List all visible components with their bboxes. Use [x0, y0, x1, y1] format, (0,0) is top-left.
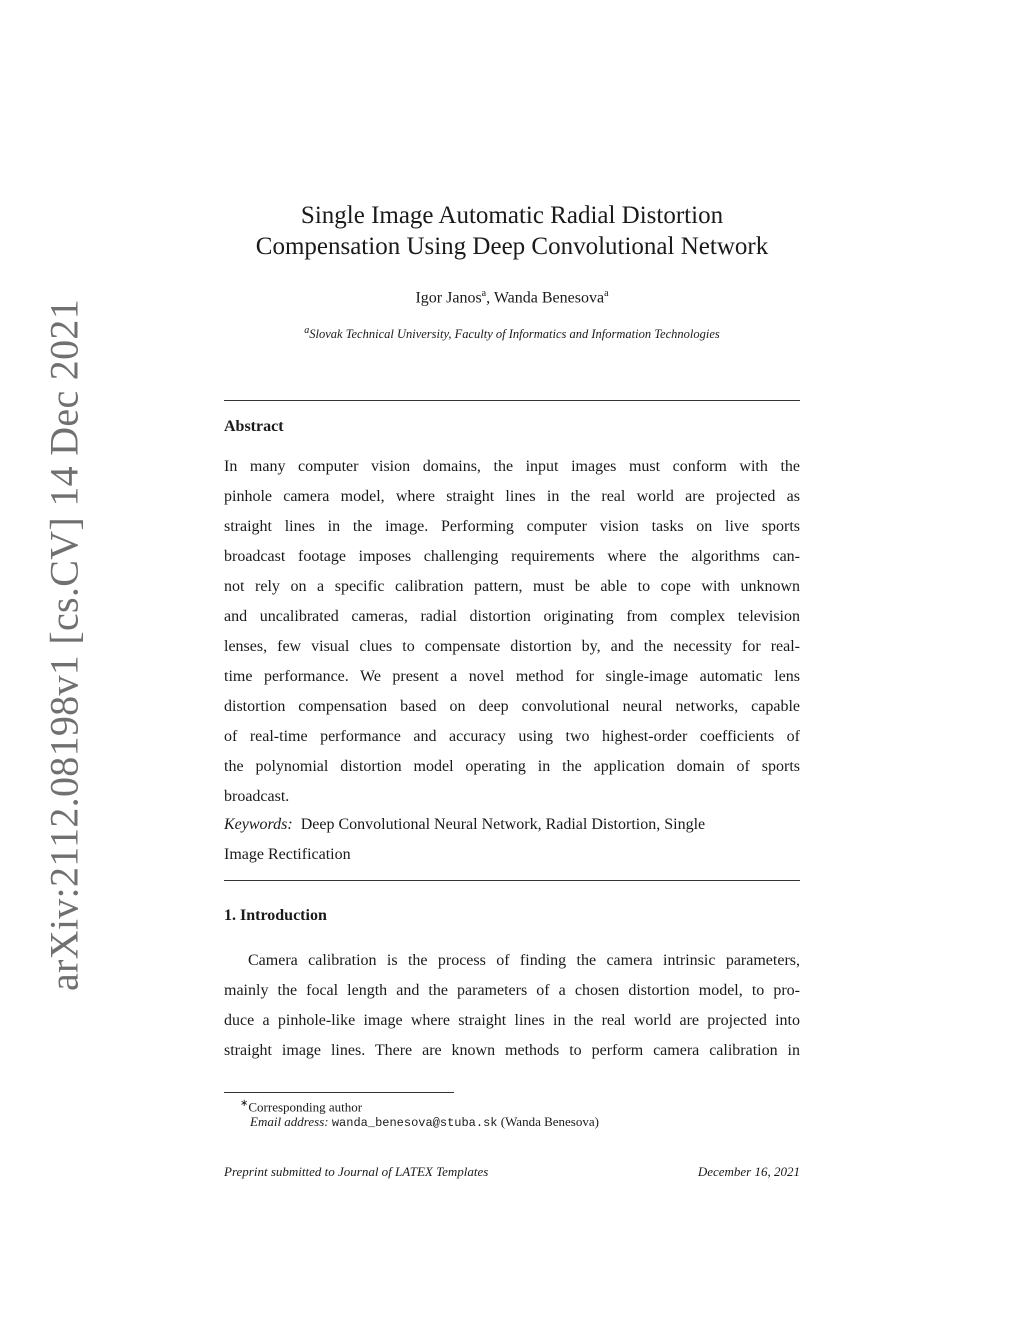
affiliation-text: Slovak Technical University, Faculty of Informatics and Information Technologies — [309, 327, 720, 342]
abstract-bottom-rule — [224, 880, 800, 881]
abstract-line: straight lines in the image. Performing computer vision tasks on live sports — [224, 518, 800, 535]
footnote-corresponding — [240, 1098, 362, 1115]
abstract-line: of real-time performance and accuracy using two highest-order coefficients of — [224, 728, 800, 745]
introduction-line: mainly the focal length and the parameters of a chosen distortion model, to pro- — [224, 982, 800, 999]
introduction-line: Camera calibration is the process of finding the camera intrinsic parameters, — [248, 952, 800, 969]
abstract-line: In many computer vision domains, the input images must conform with the — [224, 458, 800, 475]
author-separator: , — [486, 289, 494, 307]
introduction-line: duce a pinhole-like image where straight lines in the real world are projected into — [224, 1012, 800, 1029]
abstract-line: not rely on a specific calibration pattern, must be able to cope with unknown — [224, 578, 800, 595]
abstract-line: time performance. We present a novel method for single-image automatic lens — [224, 668, 800, 685]
title-line-2: Compensation Using Deep Convolutional Network — [255, 233, 769, 260]
email-label: Email address: — [250, 1114, 329, 1129]
footnote-email — [250, 1114, 599, 1130]
footnote-mark: ∗ — [240, 1098, 249, 1109]
introduction-body — [224, 946, 800, 1066]
footnote-corresponding-text: Corresponding author — [248, 1099, 363, 1115]
email-owner: (Wanda Benesova) — [500, 1114, 599, 1129]
introduction-heading: 1. Introduction — [224, 907, 327, 924]
affiliation — [170, 325, 854, 342]
author-list — [170, 288, 854, 307]
abstract-top-rule — [224, 400, 800, 401]
affiliation-mark: a — [304, 325, 310, 336]
author-name: Igor Janos — [415, 289, 482, 307]
footnote-rule — [224, 1092, 454, 1093]
keywords-label: Keywords: — [224, 816, 293, 833]
email-address[interactable]: wanda_benesova@stuba.sk — [331, 1116, 498, 1130]
author-name: Wanda Benesova — [493, 289, 605, 307]
abstract-line: broadcast. — [224, 788, 290, 805]
keywords-line-2: Image Rectification — [224, 846, 351, 863]
introduction-line: straight image lines. There are known methods to perform camera calibration in — [224, 1042, 800, 1059]
keywords — [224, 810, 800, 870]
keywords-line-1: Deep Convolutional Neural Network, Radial Distortion, Single — [300, 816, 706, 833]
abstract-body — [224, 452, 800, 812]
abstract-line: broadcast footage imposes challenging requirements where the algorithms can- — [224, 548, 800, 565]
abstract-heading: Abstract — [224, 418, 284, 435]
abstract-line: lenses, few visual clues to compensate distortion by, and the necessity for real- — [224, 638, 800, 655]
abstract-line: pinhole camera model, where straight lines in the real world are projected as — [224, 488, 800, 505]
title-line-1: Single Image Automatic Radial Distortion — [300, 202, 724, 229]
paper-title — [170, 200, 854, 262]
preprint-note: Preprint submitted to Journal of LATEX Templates — [224, 1164, 489, 1179]
abstract-line: distortion compensation based on deep convolutional neural networks, capable — [224, 698, 800, 715]
abstract-line: and uncalibrated cameras, radial distortion originating from complex television — [224, 608, 800, 625]
preprint-date: December 16, 2021 — [697, 1164, 800, 1179]
abstract-line: the polynomial distortion model operating in the application domain of sports — [224, 758, 800, 775]
author-affiliation-mark: a — [604, 288, 609, 299]
arxiv-identifier: arXiv:2112.08198v1 [cs.CV] 14 Dec 2021 — [41, 298, 87, 992]
author-affiliation-mark: a — [481, 288, 487, 299]
